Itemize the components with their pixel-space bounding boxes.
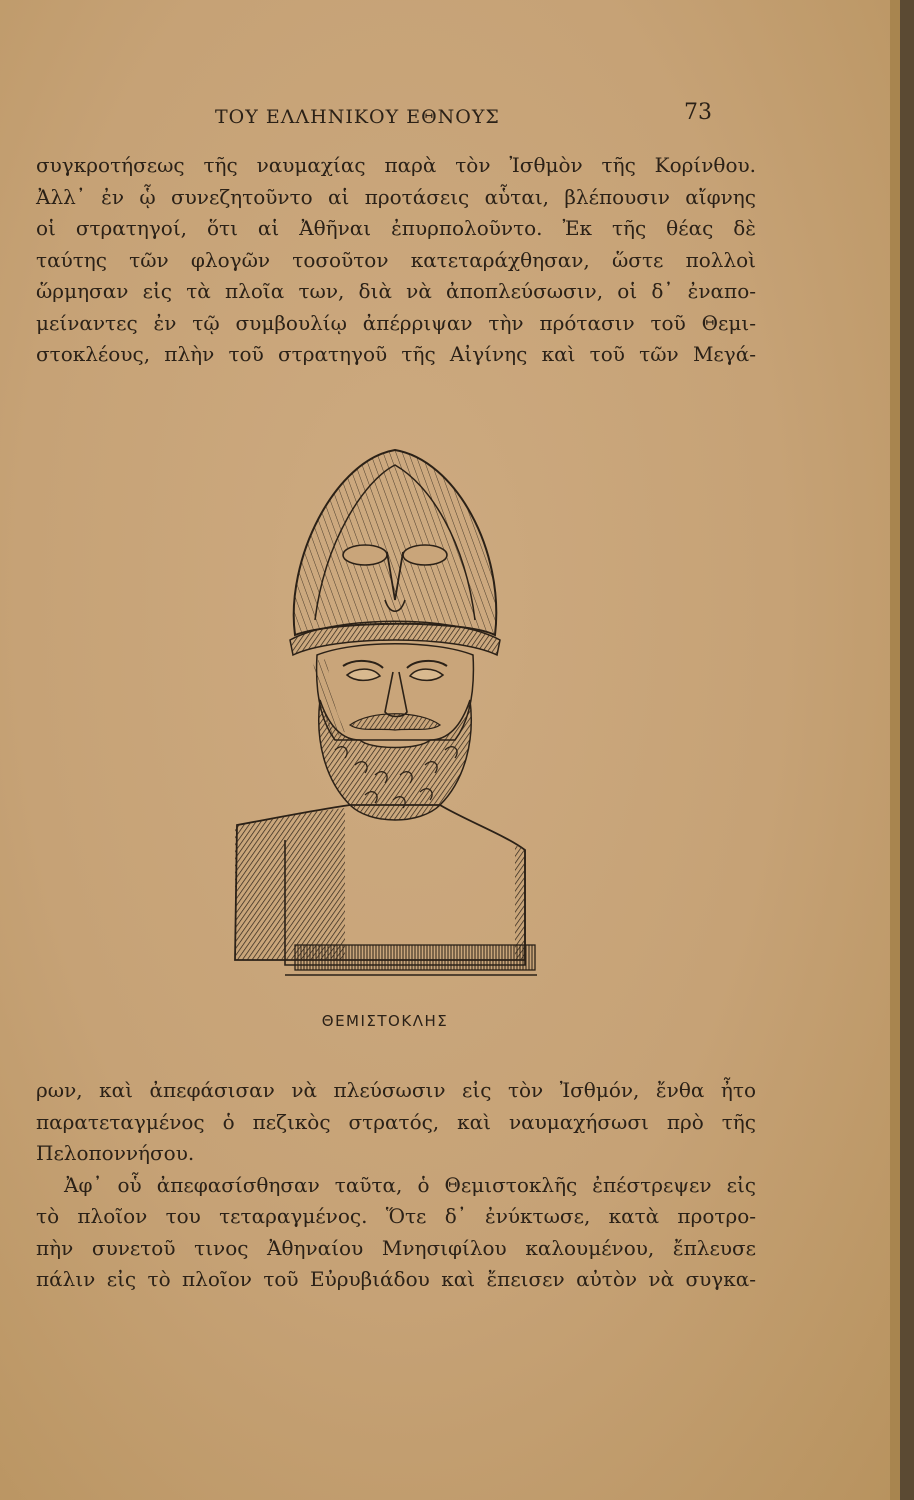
- text-line: οἱ στρατηγοί, ὅτι αἱ Ἀθῆναι ἐπυρπολοῦντο. Ἐκ τῆς θέας δὲ: [36, 216, 756, 240]
- paragraph: [36, 1075, 756, 1170]
- text-line: ρων, καὶ ἀπεφάσισαν νὰ πλεύσωσιν εἰς τὸν Ἰσθμόν, ἔνθα ἦτο: [36, 1078, 756, 1102]
- text-line: πάλιν εἰς τὸ πλοῖον τοῦ Εὐρυβιάδου καὶ ἔπεισεν αὐτὸν νὰ συγκα-: [36, 1267, 756, 1291]
- text-line: ὥρμησαν εἰς τὰ πλοῖα των, διὰ νὰ ἀποπλεύσωσιν, οἱ δ᾽ ἐναπο-: [36, 279, 756, 303]
- figure-caption: ΘΕΜΙΣΤΟΚΛΗΣ: [321, 1012, 449, 1030]
- text-line: συγκροτήσεως τῆς ναυμαχίας παρὰ τὸν Ἰσθμὸν τῆς Κορίνθου.: [36, 153, 756, 177]
- page-number: 73: [684, 100, 712, 125]
- text-line: στοκλέους, πλὴν τοῦ στρατηγοῦ τῆς Αἰγίνης καὶ τοῦ τῶν Μεγά-: [36, 342, 756, 366]
- paragraph: [36, 1170, 756, 1296]
- text-line: Ἀλλ᾽ ἐν ᾧ συνεζητοῦντο αἱ προτάσεις αὗται, βλέπουσιν αἴφνης: [36, 184, 756, 209]
- themistocles-bust-illustration: [225, 440, 545, 990]
- top-paragraph: [36, 150, 756, 371]
- running-head: [0, 100, 900, 130]
- text-line: Πελοποννήσου.: [36, 1141, 195, 1165]
- running-title: ΤΟΥ ΕΛΛΗΝΙΚΟΥ ΕΘΝΟΥΣ: [215, 106, 500, 128]
- bottom-paragraphs: [36, 1075, 756, 1296]
- paragraph: [36, 150, 756, 371]
- text-line: ταύτης τῶν φλογῶν τοσοῦτον κατεταράχθησαν, ὥστε πολλοὶ: [36, 247, 756, 272]
- text-line: Ἀφ᾽ οὗ ἀπεφασίσθησαν ταῦτα, ὁ Θεμιστοκλῆς ἐπέστρεψεν εἰς: [64, 1172, 756, 1197]
- text-line: παρατεταγμένος ὁ πεζικὸς στρατός, καὶ ναυμαχήσωσι πρὸ τῆς: [36, 1109, 756, 1134]
- text-line: τὸ πλοῖον του τεταραγμένος. Ὅτε δ᾽ ἐνύκτωσε, κατὰ προτρο-: [36, 1204, 756, 1228]
- text-line: πὴν συνετοῦ τινος Ἀθηναίου Μνησιφίλου καλουμένου, ἔπλευσε: [36, 1235, 756, 1260]
- text-line: μείναντες ἐν τῷ συμβουλίῳ ἀπέρριψαν τὴν πρότασιν τοῦ Θεμι-: [36, 310, 756, 335]
